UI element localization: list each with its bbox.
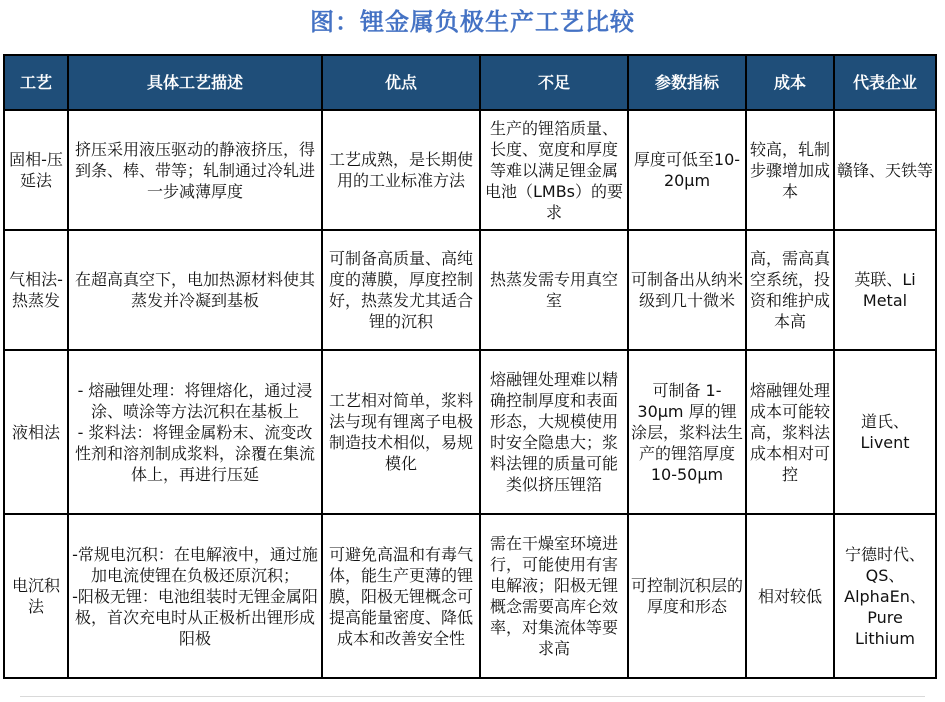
description-line: - 浆料法：将锂金属粉末、流变改性剂和溶剂制成浆料，涂覆在集流体上，再进行压延 (74, 422, 315, 484)
table-header-row (4, 55, 936, 110)
advantages-cell: 可制备高质量、高纯度的薄膜，厚度控制好，热蒸发尤其适合锂的沉积 (322, 230, 480, 350)
companies-cell: 宁德时代、QS、AlphaEn、Pure Lithium (834, 514, 936, 678)
cost-cell: 相对较低 (746, 514, 834, 678)
parameters-cell: 厚度可低至10-20μm (628, 110, 746, 230)
advantages-cell: 工艺成熟，是长期使用的工业标准方法 (322, 110, 480, 230)
description-cell (68, 350, 322, 514)
parameters-cell: 可控制沉积层的厚度和形态 (628, 514, 746, 678)
disadvantages-cell: 熔融锂处理难以精确控制厚度和表面形态，大规模使用时安全隐患大；浆料法锂的质量可能类似挤压锂箔 (480, 350, 628, 514)
disadvantages-cell: 需在干燥室环境进行，可能使用有害电解液；阳极无锂概念需要高库仑效率，对集流体等要求高 (480, 514, 628, 678)
advantages-cell: 可避免高温和有毒气体，能生产更薄的锂膜，阳极无锂概念可提高能量密度、降低成本和改善安全性 (322, 514, 480, 678)
companies-cell: 道氏、Livent (834, 350, 936, 514)
table-row (4, 514, 936, 678)
description-cell: 在超高真空下，电加热源材料使其蒸发并冷凝到基板 (68, 230, 322, 350)
header-advantages: 优点 (322, 55, 480, 110)
description-line: - 熔融锂处理：将锂熔化，通过浸涂、喷涂等方法沉积在基板上 (77, 380, 313, 421)
description-cell (68, 514, 322, 678)
companies-cell: 赣锋、天铁等 (834, 110, 936, 230)
process-cell: 液相法 (4, 350, 68, 514)
comparison-table (3, 54, 937, 679)
process-cell: 固相-压延法 (4, 110, 68, 230)
table-row (4, 110, 936, 230)
table-row (4, 350, 936, 514)
bottom-divider (20, 696, 925, 697)
parameters-cell: 可制备 1-30μm 厚的锂涂层，浆料法生产的锂箔厚度 10-50μm (628, 350, 746, 514)
cost-cell: 熔融锂处理成本可能较高，浆料法成本相对可控 (746, 350, 834, 514)
description-line: -阳极无锂：电池组装时无锂金属阳极，首次充电时从正极析出锂形成阳极 (72, 586, 318, 648)
description-cell: 挤压采用液压驱动的静液挤压，得到条、棒、带等；轧制通过冷轧进一步减薄厚度 (68, 110, 322, 230)
header-companies: 代表企业 (834, 55, 936, 110)
header-disadvantages: 不足 (480, 55, 628, 110)
advantages-cell: 工艺相对简单，浆料法与现有锂离子电极制造技术相似，易规模化 (322, 350, 480, 514)
disadvantages-cell: 生产的锂箔质量、长度、宽度和厚度等难以满足锂金属电池（LMBs）的要求 (480, 110, 628, 230)
table-row (4, 230, 936, 350)
cost-cell: 高，需高真空系统，投资和维护成本高 (746, 230, 834, 350)
description-line: -常规电沉积：在电解液中，通过施加电流使锂在负极还原沉积； (72, 544, 318, 585)
process-cell: 气相法-热蒸发 (4, 230, 68, 350)
cost-cell: 较高，轧制步骤增加成本 (746, 110, 834, 230)
header-parameters: 参数指标 (628, 55, 746, 110)
process-cell: 电沉积法 (4, 514, 68, 678)
header-cost: 成本 (746, 55, 834, 110)
header-description: 具体工艺描述 (68, 55, 322, 110)
page-title: 图：锂金属负极生产工艺比较 (310, 8, 635, 36)
companies-cell: 英联、Li Metal (834, 230, 936, 350)
parameters-cell: 可制备出从纳米级到几十微米 (628, 230, 746, 350)
header-process: 工艺 (4, 55, 68, 110)
disadvantages-cell: 热蒸发需专用真空室 (480, 230, 628, 350)
